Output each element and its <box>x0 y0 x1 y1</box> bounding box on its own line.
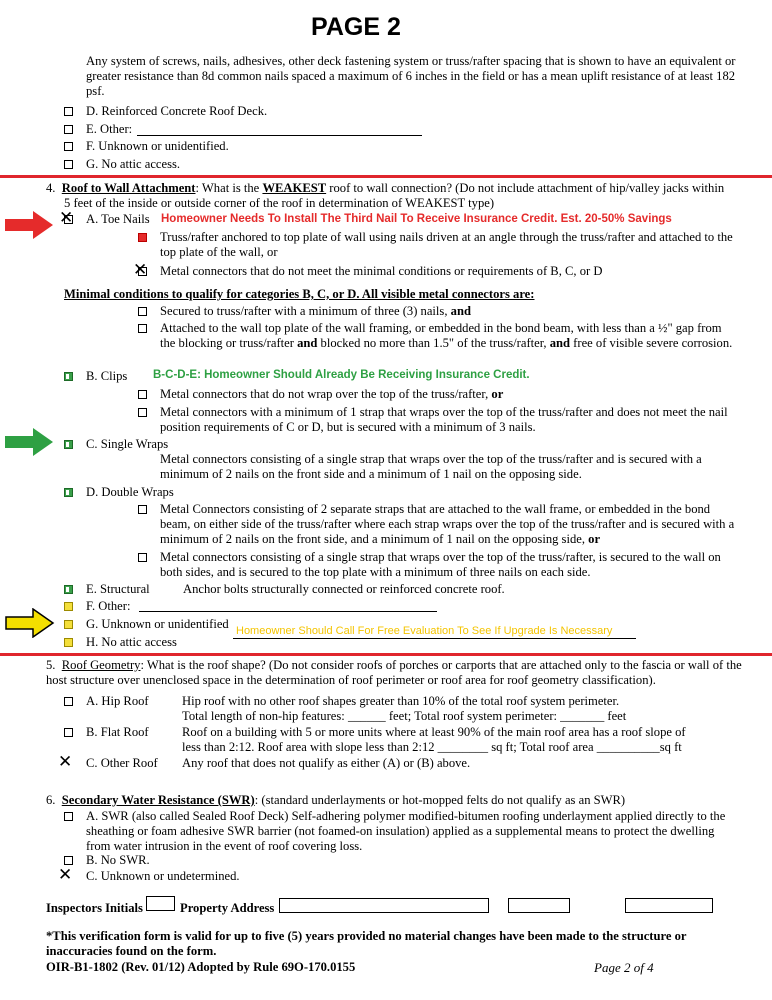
q4-question-pre: : What is the <box>195 181 263 195</box>
min-condition-2: Attached to the wall top plate of the wall framing, or embedded in the bond beam, with less than a ½" gap from the blocking or truss/rafter and blocked no more than 1.5" of the truss/rafter, and free of visible severe corrosion. <box>160 321 733 350</box>
checkbox-q4-b-sub2[interactable] <box>138 408 147 417</box>
checkbox-min2[interactable] <box>138 324 147 333</box>
q4-b-sub2: Metal connectors with a minimum of 1 strap that wraps over the top of the truss/rafter and does not meet the nail position requirements of C or D, but is secured with a minimum of 3 nails. <box>160 405 728 434</box>
form-id: OIR-B1-1802 (Rev. 01/12) Adopted by Rule 69O-170.0155 <box>46 960 356 974</box>
q4-header <box>46 181 724 196</box>
checkbox-deck-d[interactable] <box>64 107 73 116</box>
checked-x-icon: ✕ <box>133 260 148 280</box>
page-title: PAGE 2 <box>311 13 401 41</box>
q5-a-desc1: Hip roof with no other roof shapes greater than 10% of the total roof system perimeter. <box>182 694 620 708</box>
checkbox-q6-a[interactable] <box>64 812 73 821</box>
q5-b-desc2: less than 2:12. Roof area with slope less than 2:12 ________ sq ft; Total roof area __________sq ft <box>182 740 682 754</box>
checkbox-q4-g[interactable] <box>64 620 73 629</box>
q4-number: 4. <box>46 181 56 195</box>
q4-b-note: B-C-D-E: Homeowner Should Already Be Receiving Insurance Credit. <box>153 369 530 381</box>
checkbox-q5-a[interactable] <box>64 697 73 706</box>
q4-option-f: F. Other: <box>86 599 131 613</box>
q4-d-sub2: Metal connectors consisting of a single strap that wraps over the top of the truss/rafter, is secured to the wall on both sides, and is secured to the top plate with a minimum of three nails on each side. <box>160 550 721 579</box>
checkbox-deck-f[interactable] <box>64 142 73 151</box>
q4-title: Roof to Wall Attachment <box>61 181 196 195</box>
checkbox-q4-d[interactable] <box>64 488 73 497</box>
intro-text: Any system of screws, nails, adhesives, other deck fastening system or truss/rafter spacing that is shown to have an equivalent or greater resistance than 8d common nails spaced a maximum of 6 inches in the field or has a mean uplift resistance of at least 182 psf. <box>86 54 736 98</box>
q5-option-a: A. Hip Roof <box>86 694 149 708</box>
checkbox-q4-a-sub1[interactable] <box>138 233 147 242</box>
checked-x-icon: ✕ <box>59 208 74 228</box>
q4-other-line <box>139 611 437 612</box>
q4-option-a: A. Toe Nails <box>86 212 150 226</box>
q5-b-desc1: Roof on a building with 5 or more units where at least 90% of the main roof area has a roof slope of <box>182 725 686 739</box>
q4-option-h: H. No attic access <box>86 635 177 649</box>
checkbox-min1[interactable] <box>138 307 147 316</box>
q5-a-desc2: Total length of non-hip features: ______ feet; Total roof system perimeter: _______ feet <box>182 709 627 723</box>
q5-header: 5. Roof Geometry: What is the roof shape? (Do not consider roofs of porches or carports that are attached only to the fascia or wall of the host structure over unenclosed space in the determination of roof perimeter or roof area for roof geometry classification). <box>46 658 742 687</box>
green-arrow-icon <box>5 427 55 457</box>
q4-weakest: WEAKEST <box>262 181 327 195</box>
q4-a-sub2: Metal connectors that do not meet the minimal conditions or requirements of B, C, or D <box>160 264 603 278</box>
property-zip-field[interactable] <box>625 898 713 913</box>
red-divider <box>0 175 772 178</box>
checkbox-q4-h[interactable] <box>64 638 73 647</box>
checkbox-q4-d-sub2[interactable] <box>138 553 147 562</box>
validity-disclaimer: *This verification form is valid for up to five (5) years provided no material changes have been made to the structure or inaccuracies found on the form. <box>46 929 687 958</box>
page-number: Page 2 of 4 <box>594 960 654 975</box>
deck-option-e: E. Other: <box>86 122 133 136</box>
q5-c-desc: Any roof that does not qualify as either (A) or (B) above. <box>182 756 471 770</box>
q4-option-e: E. Structural <box>86 582 150 596</box>
property-address-field[interactable] <box>279 898 489 913</box>
min-condition-1: Secured to truss/rafter with a minimum of three (3) nails, and <box>160 304 471 318</box>
q4-option-b: B. Clips <box>86 369 128 383</box>
minimal-conditions-heading: Minimal conditions to qualify for categories B, C, or D. All visible metal connectors are: <box>64 287 535 301</box>
q4-d-sub1: Metal Connectors consisting of 2 separate straps that are attached to the wall frame, or embedded in the bond beam, on either side of the truss/rafter where each strap wraps over the top of the truss/rafter and is secured with a minimum of 2 nails on the front side, and a minimum of 1 nail on the opposing side, or <box>160 502 735 546</box>
red-arrow-icon <box>5 210 55 240</box>
deck-option-f: F. Unknown or unidentified. <box>86 139 229 153</box>
q4-g-line <box>233 638 636 639</box>
q5-option-c: C. Other Roof <box>86 756 158 770</box>
q4-a-note: Homeowner Needs To Install The Third Nail To Receive Insurance Credit. Est. 20-50% Savings <box>161 213 672 225</box>
q4-question-line2: 5 feet of the inside or outside corner of the roof in determination of WEAKEST type) <box>64 196 495 210</box>
deck-other-line <box>137 135 422 136</box>
q4-option-g: G. Unknown or unidentified <box>86 617 229 631</box>
q4-b-sub1: Metal connectors that do not wrap over the top of the truss/rafter, or <box>160 387 504 401</box>
q6-header: 6. Secondary Water Resistance (SWR): (standard underlayments or hot-mopped felts do not qualify as an SWR) <box>46 793 626 807</box>
checkbox-q6-b[interactable] <box>64 856 73 865</box>
inspectors-initials-label: Inspectors Initials <box>46 901 143 915</box>
q6-title: Secondary Water Resistance (SWR) <box>61 793 255 807</box>
yellow-arrow-icon <box>5 608 55 638</box>
q4-c-desc: Metal connectors consisting of a single strap that wraps over the top of the truss/rafter and is secured with a minimum of 2 nails on the front side and a minimum of 1 nail on the opposing side. <box>160 452 702 481</box>
checkbox-deck-e[interactable] <box>64 125 73 134</box>
checkbox-q4-b[interactable] <box>64 372 73 381</box>
property-address-label: Property Address <box>180 901 275 915</box>
checkbox-q4-b-sub1[interactable] <box>138 390 147 399</box>
checkbox-deck-g[interactable] <box>64 160 73 169</box>
property-city-field[interactable] <box>508 898 570 913</box>
q4-option-d: D. Double Wraps <box>86 485 174 499</box>
q4-a-sub1: Truss/rafter anchored to top plate of wall using nails driven at an angle through the truss/rafter and attached to the top plate of the wall, or <box>160 230 733 259</box>
q6-option-b: B. No SWR. <box>86 853 150 867</box>
checked-x-icon: ✕ <box>58 865 73 885</box>
checkbox-q4-f[interactable] <box>64 602 73 611</box>
checkbox-q4-e[interactable] <box>64 585 73 594</box>
q6-option-c: C. Unknown or undetermined. <box>86 869 240 883</box>
checkbox-q5-b[interactable] <box>64 728 73 737</box>
q5-option-b: B. Flat Roof <box>86 725 149 739</box>
checked-x-icon: ✕ <box>58 752 73 772</box>
checkbox-q4-c[interactable] <box>64 440 73 449</box>
q4-option-c: C. Single Wraps <box>86 437 169 451</box>
q4-g-note: Homeowner Should Call For Free Evaluation To See If Upgrade Is Necessary <box>236 625 613 637</box>
checkbox-q4-d-sub1[interactable] <box>138 505 147 514</box>
deck-option-d: D. Reinforced Concrete Roof Deck. <box>86 104 268 118</box>
red-divider <box>0 653 772 656</box>
deck-option-g: G. No attic access. <box>86 157 181 171</box>
inspectors-initials-field[interactable] <box>146 896 175 911</box>
q5-title: Roof Geometry <box>61 658 141 672</box>
q6-option-a: A. SWR (also called Sealed Roof Deck) Self-adhering polymer modified-bitumen roofing underlayment applied directly to the sheathing or foam adhesive SWR barrier (not foamed-on insulation) applied as a supplemental means to protect the dwelling from water intrusion in the event of roof covering loss. <box>86 809 726 853</box>
q4-e-desc: Anchor bolts structurally connected or reinforced concrete roof. <box>183 582 505 596</box>
q4-question-post: roof to wall connection? (Do not include attachment of hip/valley jacks within <box>326 181 725 195</box>
